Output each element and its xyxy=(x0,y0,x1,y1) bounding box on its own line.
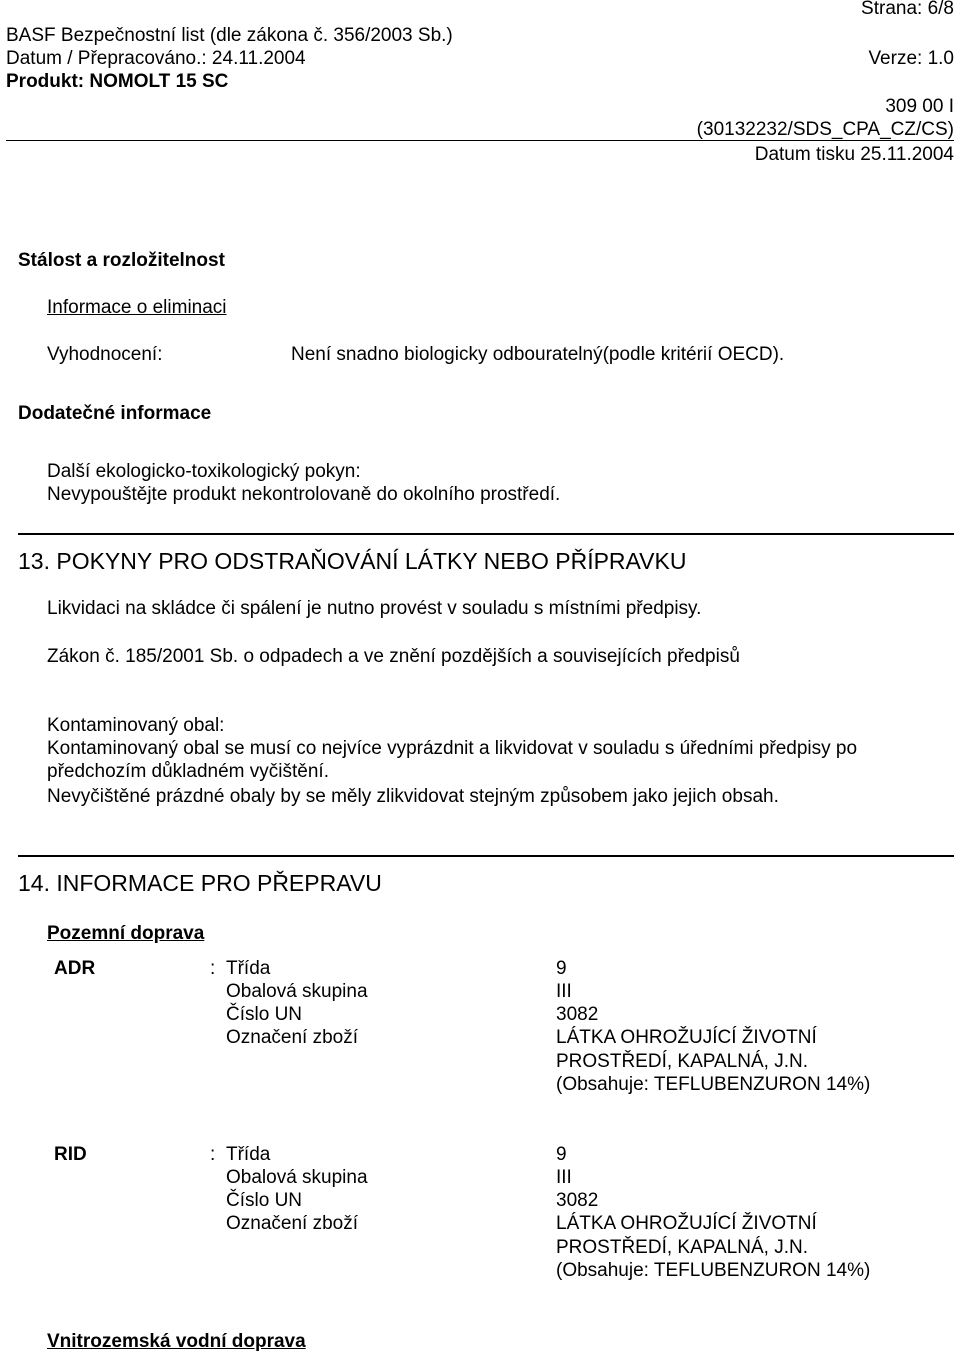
section-14-heading: 14. INFORMACE PRO PŘEPRAVU xyxy=(18,870,382,896)
rid-name-value: LÁTKA OHROŽUJÍCÍ ŽIVOTNÍ xyxy=(556,1213,817,1234)
section-13-heading: 13. POKYNY PRO ODSTRAŇOVÁNÍ LÁTKY NEBO PŘÍPRAVKU xyxy=(18,548,687,574)
evaluation-label: Vyhodnocení: xyxy=(47,344,163,365)
product-code: 309 00 I xyxy=(885,96,954,117)
adr-un-value: 3082 xyxy=(556,1004,599,1025)
adr-name-value: PROSTŘEDÍ, KAPALNÁ, J.N. xyxy=(556,1051,808,1072)
adr-class-value: 9 xyxy=(556,958,567,979)
stability-heading: Stálost a rozložitelnost xyxy=(18,250,225,271)
additional-info-line: Nevypouštějte produkt nekontrolovaně do okolního prostředí. xyxy=(47,484,561,505)
adr-group-label: Obalová skupina xyxy=(226,981,368,1002)
rid-name-value: (Obsahuje: TEFLUBENZURON 14%) xyxy=(556,1260,871,1281)
version: Verze: 1.0 xyxy=(868,48,954,69)
rid-name-label: Označení zboží xyxy=(226,1213,359,1234)
inland-waterway-heading: Vnitrozemská vodní doprava xyxy=(47,1331,306,1352)
header-divider xyxy=(6,140,954,141)
adr-code: ADR xyxy=(54,958,96,979)
revision-date: Datum / Přepracováno.: 24.11.2004 xyxy=(6,48,306,69)
packaging-paragraph-line: předchozím důkladném vyčištění. xyxy=(47,761,329,782)
evaluation-value: Není snadno biologicky odbouratelný(podle kritérií OECD). xyxy=(291,344,785,365)
adr-colon: : xyxy=(210,958,216,979)
additional-info-line: Další ekologicko-toxikologický pokyn: xyxy=(47,461,361,482)
rid-group-label: Obalová skupina xyxy=(226,1167,368,1188)
additional-info-heading: Dodatečné informace xyxy=(18,403,212,424)
adr-name-label: Označení zboží xyxy=(226,1027,359,1048)
document-code: (30132232/SDS_CPA_CZ/CS) xyxy=(696,119,954,140)
contaminated-packaging-label: Kontaminovaný obal: xyxy=(47,715,225,736)
adr-un-label: Číslo UN xyxy=(226,1004,303,1025)
adr-name-value: (Obsahuje: TEFLUBENZURON 14%) xyxy=(556,1074,871,1095)
adr-name-value: LÁTKA OHROŽUJÍCÍ ŽIVOTNÍ xyxy=(556,1027,817,1048)
page-number: Strana: 6/8 xyxy=(861,0,954,19)
elimination-subheading: Informace o eliminaci xyxy=(47,297,227,318)
waste-law-paragraph: Zákon č. 185/2001 Sb. o odpadech a ve znění pozdějších a souvisejících předpisů xyxy=(47,646,740,667)
rid-colon: : xyxy=(210,1144,216,1165)
adr-group-value: III xyxy=(556,981,572,1002)
rid-group-value: III xyxy=(556,1167,572,1188)
rid-name-value: PROSTŘEDÍ, KAPALNÁ, J.N. xyxy=(556,1237,808,1258)
print-date: Datum tisku 25.11.2004 xyxy=(754,144,954,165)
packaging-paragraph-line: Kontaminovaný obal se musí co nejvíce vyprázdnit a likvidovat v souladu s úředními předpisy po xyxy=(47,738,858,759)
packaging-paragraph-line: Nevyčištěné prázdné obaly by se měly zlikvidovat stejným způsobem jako jejich obsah. xyxy=(47,786,779,807)
disposal-paragraph: Likvidaci na skládce či spálení je nutno provést v souladu s místními předpisy. xyxy=(47,598,702,619)
product-name: Produkt: NOMOLT 15 SC xyxy=(6,71,229,92)
rid-un-label: Číslo UN xyxy=(226,1190,303,1211)
rid-class-value: 9 xyxy=(556,1144,567,1165)
section-divider xyxy=(18,533,954,535)
rid-class-label: Třída xyxy=(226,1144,271,1165)
rid-un-value: 3082 xyxy=(556,1190,599,1211)
ground-transport-heading: Pozemní doprava xyxy=(47,923,205,944)
section-divider xyxy=(18,855,954,857)
adr-class-label: Třída xyxy=(226,958,271,979)
document-title: BASF Bezpečnostní list (dle zákona č. 356/2003 Sb.) xyxy=(6,25,453,46)
rid-code: RID xyxy=(54,1144,87,1165)
